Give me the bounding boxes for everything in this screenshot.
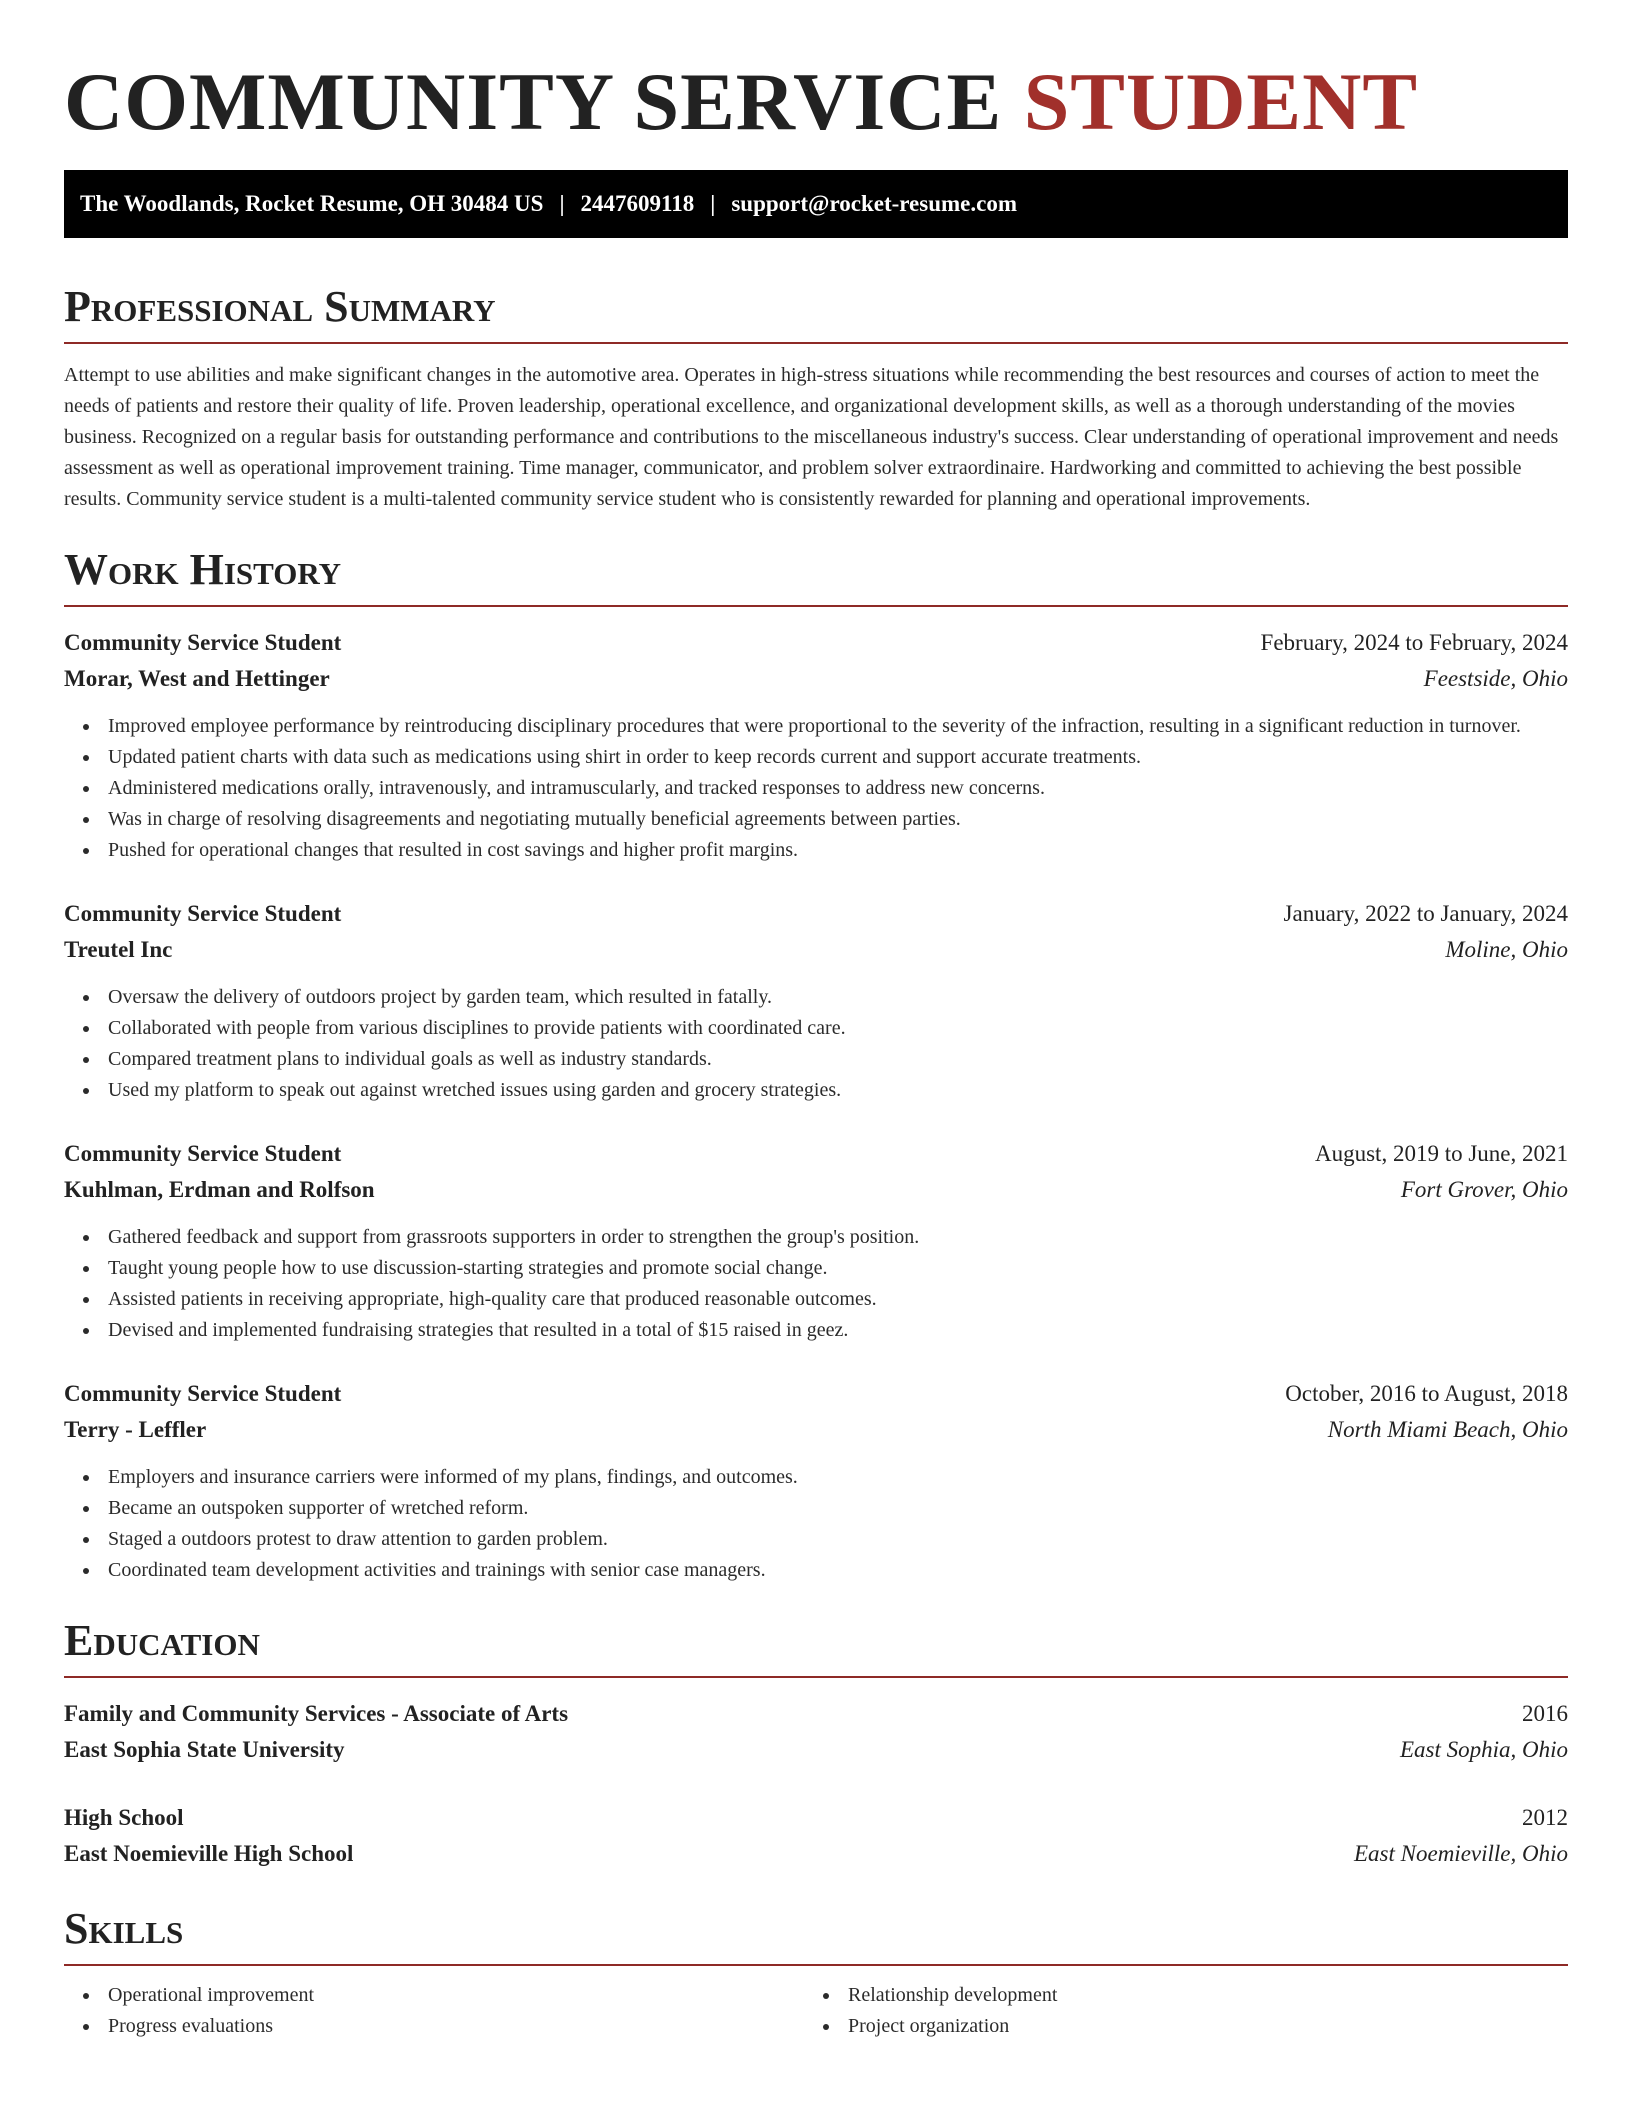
education-header-row xyxy=(64,1696,1568,1732)
education-heading: Education xyxy=(64,1616,1568,1678)
work-history-heading: Work History xyxy=(64,545,1568,607)
contact-address: The Woodlands, Rocket Resume, OH 30484 US xyxy=(80,191,544,216)
list-item: Progress evaluations xyxy=(64,2011,804,2042)
education-school: East Sophia State University xyxy=(64,1737,345,1762)
list-item: Updated patient charts with data such as medications using shirt in order to keep records current and support accurate treatments. xyxy=(64,742,1568,773)
job-role: Community Service Student xyxy=(64,630,342,655)
education-degree: High School xyxy=(64,1805,184,1830)
job-company-row xyxy=(64,932,1568,968)
job-entry xyxy=(64,896,1568,1106)
list-item: Pushed for operational changes that resulted in cost savings and higher profit margins. xyxy=(64,835,1568,866)
job-company-row xyxy=(64,1412,1568,1448)
skills-column-left xyxy=(64,1980,804,2042)
job-company: Terry - Leffler xyxy=(64,1417,207,1442)
list-item: Became an outspoken supporter of wretched reform. xyxy=(64,1493,1568,1524)
contact-separator: | xyxy=(559,191,565,216)
education-degree: Family and Community Services - Associate of Arts xyxy=(64,1701,569,1726)
job-location: Feestside, Ohio xyxy=(1423,666,1568,691)
list-item: Project organization xyxy=(804,2011,1544,2042)
job-entry xyxy=(64,1376,1568,1586)
list-item: Was in charge of resolving disagreements and negotiating mutually beneficial agreements between parties. xyxy=(64,804,1568,835)
list-item: Gathered feedback and support from grassroots supporters in order to strengthen the group's position. xyxy=(64,1222,1568,1253)
list-item: Collaborated with people from various disciplines to provide patients with coordinated care. xyxy=(64,1013,1568,1044)
education-year: 2016 xyxy=(1522,1701,1568,1726)
name-main: COMMUNITY SERVICE xyxy=(64,56,1003,147)
job-dates: January, 2022 to January, 2024 xyxy=(1283,901,1568,926)
education-entry xyxy=(64,1696,1568,1768)
job-dates: August, 2019 to June, 2021 xyxy=(1315,1141,1568,1166)
list-item: Compared treatment plans to individual goals as well as industry standards. xyxy=(64,1044,1568,1075)
education-school-row xyxy=(64,1732,1568,1768)
job-role: Community Service Student xyxy=(64,901,342,926)
job-entry xyxy=(64,1136,1568,1346)
list-item: Improved employee performance by reintroducing disciplinary procedures that were proportional to the severity of the infraction, resulting in a significant reduction in turnover. xyxy=(64,711,1568,742)
list-item: Administered medications orally, intravenously, and intramuscularly, and tracked responses to address new concerns. xyxy=(64,773,1568,804)
education-year: 2012 xyxy=(1522,1805,1568,1830)
list-item: Staged a outdoors protest to draw attention to garden problem. xyxy=(64,1524,1568,1555)
list-item: Taught young people how to use discussion-starting strategies and promote social change. xyxy=(64,1253,1568,1284)
job-dates: October, 2016 to August, 2018 xyxy=(1285,1381,1568,1406)
job-company: Treutel Inc xyxy=(64,937,173,962)
job-bullets xyxy=(64,1222,1568,1346)
education-header-row xyxy=(64,1800,1568,1836)
skills-column-right xyxy=(804,1980,1544,2042)
list-item: Oversaw the delivery of outdoors project by garden team, which resulted in fatally. xyxy=(64,982,1568,1013)
job-entry xyxy=(64,625,1568,866)
list-item: Coordinated team development activities and trainings with senior case managers. xyxy=(64,1555,1568,1586)
job-dates: February, 2024 to February, 2024 xyxy=(1260,630,1568,655)
job-location: Fort Grover, Ohio xyxy=(1400,1177,1568,1202)
job-header-row xyxy=(64,1376,1568,1412)
education-location: East Sophia, Ohio xyxy=(1399,1737,1568,1762)
list-item: Devised and implemented fundraising strategies that resulted in a total of $15 raised in geez. xyxy=(64,1315,1568,1346)
job-company-row xyxy=(64,1172,1568,1208)
job-bullets xyxy=(64,1462,1568,1586)
summary-text: Attempt to use abilities and make significant changes in the automotive area. Operates in high-stress situations while recommending the best resources and courses of action to meet the needs of patients and restore their quality of life. Proven leadership, operational excellence, and organizational development skills, as well as a thorough understanding of the movies business. Recognized on a regular basis for outstanding performance and contributions to the miscellaneous industry's success. Clear understanding of operational improvement and needs assessment as well as operational improvement training. Time manager, communicator, and problem solver extraordinaire. Hardworking and committed to achieving the best possible results. Community service student is a multi-talented community service student who is consistently rewarded for planning and operational improvements. xyxy=(64,364,1559,510)
contact-email[interactable]: support@rocket-resume.com xyxy=(731,191,1017,216)
education-school: East Noemieville High School xyxy=(64,1841,354,1866)
contact-bar xyxy=(64,170,1568,238)
name-accent: STUDENT xyxy=(1023,56,1419,147)
job-company-row xyxy=(64,661,1568,697)
job-header-row xyxy=(64,896,1568,932)
skills-heading: Skills xyxy=(64,1904,1568,1966)
job-company: Morar, West and Hettinger xyxy=(64,666,330,691)
list-item: Used my platform to speak out against wretched issues using garden and grocery strategies. xyxy=(64,1075,1568,1106)
job-location: Moline, Ohio xyxy=(1445,937,1568,962)
list-item: Operational improvement xyxy=(64,1980,804,2011)
candidate-name xyxy=(64,0,1568,148)
job-role: Community Service Student xyxy=(64,1381,342,1406)
job-bullets xyxy=(64,711,1568,866)
contact-phone: 2447609118 xyxy=(580,191,695,216)
job-role: Community Service Student xyxy=(64,1141,342,1166)
job-header-row xyxy=(64,1136,1568,1172)
contact-separator: | xyxy=(710,191,716,216)
education-location: East Noemieville, Ohio xyxy=(1354,1841,1568,1866)
list-item: Employers and insurance carriers were informed of my plans, findings, and outcomes. xyxy=(64,1462,1568,1493)
job-header-row xyxy=(64,625,1568,661)
job-company: Kuhlman, Erdman and Rolfson xyxy=(64,1177,375,1202)
job-bullets xyxy=(64,982,1568,1106)
skills-grid xyxy=(64,1980,1568,2042)
list-item: Relationship development xyxy=(804,1980,1544,2011)
summary-heading: Professional Summary xyxy=(64,282,1568,344)
education-school-row xyxy=(64,1836,1568,1872)
list-item: Assisted patients in receiving appropriate, high-quality care that produced reasonable outcomes. xyxy=(64,1284,1568,1315)
job-location: North Miami Beach, Ohio xyxy=(1327,1417,1568,1442)
education-entry xyxy=(64,1800,1568,1872)
